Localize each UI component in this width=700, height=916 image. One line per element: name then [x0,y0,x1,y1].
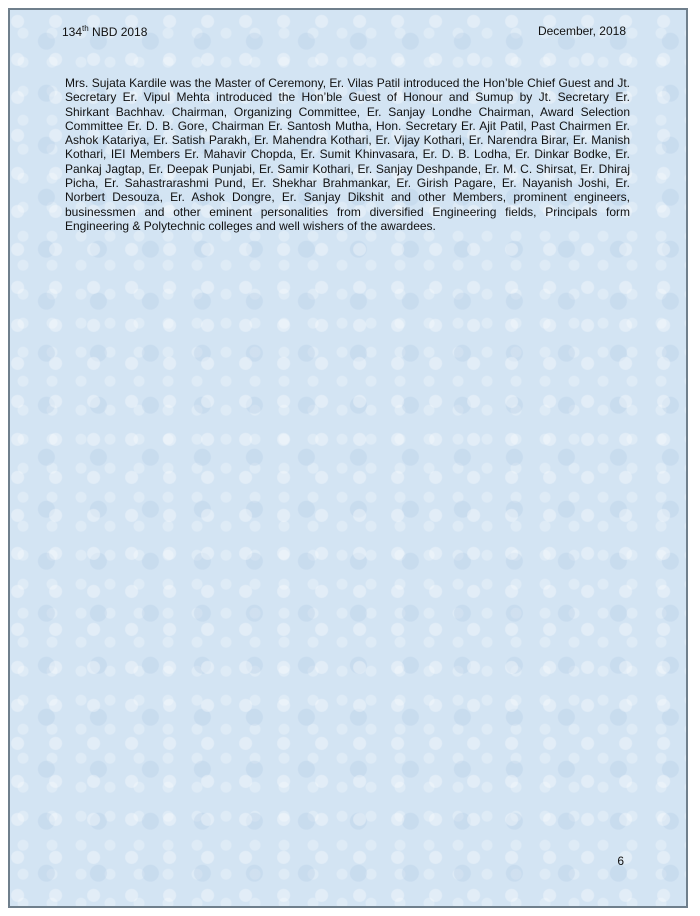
page-header [62,24,626,42]
document-page [8,8,688,908]
page-number: 6 [617,854,624,868]
header-date: December, 2018 [537,24,626,38]
edition-label: 134th NBD 2018 [62,24,148,39]
body-paragraph: Mrs. Sujata Kardile was the Master of Ceremony, Er. Vilas Patil introduced the Hon’ble Chief Guest and Jt. Secretary Er. Vipul Mehta introduced the Hon’ble Guest of Honour and Sumup by Jt. Secretary Er. Shirkant Bachhav. Chairman, Organizing Committee, Er. Sanjay Londhe Chairman, Award Selection Committee Er. D. B. Gore, Chairman Er. Santosh Mutha, Hon. Secretary Er. Ajit Patil, Past Chairmen Er. Ashok Katariya, Er. Satish Parakh, Er. Mahendra Kothari, Er. Vijay Kothari, Er. Narendra Birar, Er. Manish Kothari, IEI Members Er. Mahavir Chopda, Er. Sumit Khinvasara, Er. D. B. Lodha, Er. Dinkar Bodke, Er. Pankaj Jagtap, Er. Deepak Punjabi, Er. Samir Kothari, Er. Sanjay Deshpande, Er. M. C. Shirsat, Er. Dhiraj Picha, Er. Sahastrarashmi Pund, Er. Shekhar Brahmankar, Er. Girish Pagare, Er. Nayanish Joshi, Er. Norbert Desouza, Er. Ashok Dongre, Er. Sanjay Dikshit and other Members, prominent engineers, businessmen and other eminent personalities from diversified Engineering fields, Principals form Engineering & Polytechnic colleges and well wishers of the awardees. [65,76,630,233]
